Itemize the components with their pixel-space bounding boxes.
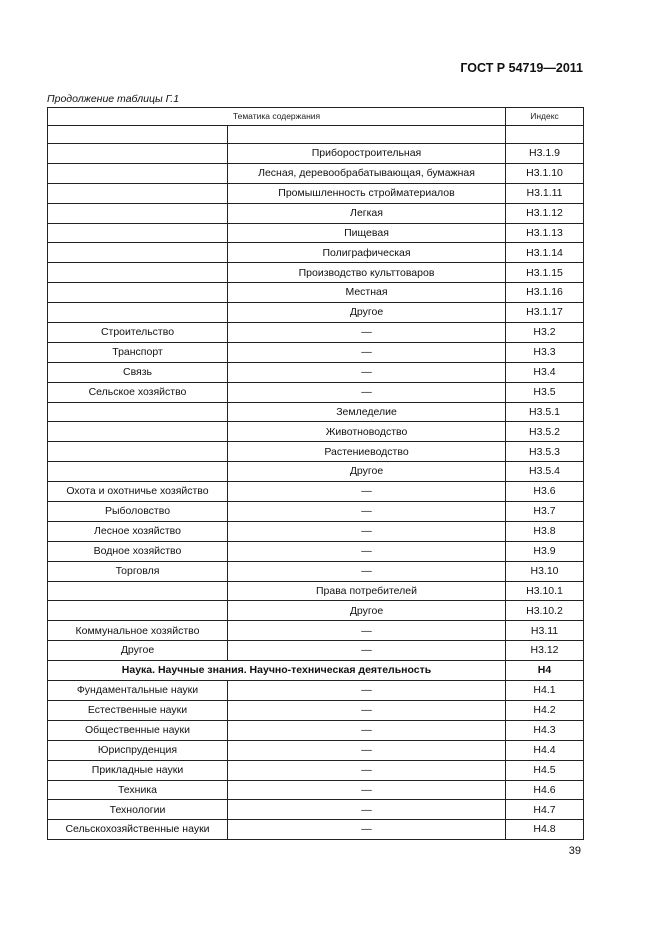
subcategory-cell: Местная: [228, 283, 506, 303]
category-cell: Транспорт: [48, 342, 228, 362]
category-cell: [48, 303, 228, 323]
table-row: [48, 521, 584, 541]
table-row: [48, 422, 584, 442]
index-cell: Н4.6: [506, 780, 584, 800]
document-code: ГОСТ Р 54719—2011: [460, 61, 583, 75]
category-cell: [48, 601, 228, 621]
category-cell: Юриспруденция: [48, 740, 228, 760]
table-row: [48, 621, 584, 641]
index-cell: Н4: [506, 661, 584, 681]
subcategory-cell: —: [228, 342, 506, 362]
header-index: Индекс: [506, 108, 584, 126]
category-cell: Прикладные науки: [48, 760, 228, 780]
subcategory-cell: Права потребителей: [228, 581, 506, 601]
table-row: [48, 382, 584, 402]
table-row: [48, 482, 584, 502]
subcategory-cell: Лесная, деревообрабатывающая, бумажная: [228, 163, 506, 183]
category-cell: Техника: [48, 780, 228, 800]
subcategory-cell: —: [228, 820, 506, 840]
index-cell: Н3.4: [506, 362, 584, 382]
index-cell: Н3.1.10: [506, 163, 584, 183]
index-cell: Н3.11: [506, 621, 584, 641]
category-cell: Общественные науки: [48, 720, 228, 740]
table-row: [48, 203, 584, 223]
table-row: [48, 402, 584, 422]
subcategory-cell: —: [228, 521, 506, 541]
index-cell: Н3.5.4: [506, 462, 584, 482]
category-cell: Сельское хозяйство: [48, 382, 228, 402]
subcategory-cell: —: [228, 382, 506, 402]
table-row: [48, 800, 584, 820]
index-cell: Н3.1.14: [506, 243, 584, 263]
index-cell: Н3.2: [506, 323, 584, 343]
index-cell: Н3.1.12: [506, 203, 584, 223]
category-cell: [48, 462, 228, 482]
category-cell: Лесное хозяйство: [48, 521, 228, 541]
subcategory-cell: —: [228, 740, 506, 760]
index-cell: Н3.1.15: [506, 263, 584, 283]
subcategory-cell: Производство культтоваров: [228, 263, 506, 283]
index-cell: Н3.5.2: [506, 422, 584, 442]
index-cell: Н3.10: [506, 561, 584, 581]
category-cell: Связь: [48, 362, 228, 382]
index-cell: Н4.2: [506, 700, 584, 720]
table-row: [48, 263, 584, 283]
category-cell: Рыболовство: [48, 502, 228, 522]
category-cell: [48, 243, 228, 263]
index-cell: Н4.5: [506, 760, 584, 780]
subcategory-cell: —: [228, 720, 506, 740]
index-cell: Н3.1.16: [506, 283, 584, 303]
category-cell: Другое: [48, 641, 228, 661]
table-row: [48, 780, 584, 800]
page-number: 39: [568, 845, 581, 857]
table-row: [48, 323, 584, 343]
subcategory-cell: —: [228, 362, 506, 382]
table-row: [48, 700, 584, 720]
table-row: [48, 502, 584, 522]
subcategory-cell: Растениеводство: [228, 442, 506, 462]
category-cell: Сельскохозяйственные науки: [48, 820, 228, 840]
category-cell: [48, 223, 228, 243]
category-cell: [48, 283, 228, 303]
index-cell: Н3.5.3: [506, 442, 584, 462]
subcategory-cell: —: [228, 641, 506, 661]
subcategory-cell: Другое: [228, 462, 506, 482]
category-cell: [48, 163, 228, 183]
index-cell: Н3.3: [506, 342, 584, 362]
subcategory-cell: Пищевая: [228, 223, 506, 243]
index-cell: Н4.3: [506, 720, 584, 740]
table-row: [48, 462, 584, 482]
index-cell: Н3.12: [506, 641, 584, 661]
table-caption: Продолжение таблицы Г.1: [47, 93, 180, 105]
subcategory-cell: —: [228, 482, 506, 502]
index-cell: Н3.8: [506, 521, 584, 541]
index-cell: Н4.1: [506, 681, 584, 701]
table-row: [48, 661, 584, 681]
category-cell: [48, 402, 228, 422]
subcategory-cell: —: [228, 621, 506, 641]
classification-table: [47, 107, 584, 840]
index-cell: Н3.6: [506, 482, 584, 502]
table-row: [48, 342, 584, 362]
category-cell: Технологии: [48, 800, 228, 820]
category-cell: Коммунальное хозяйство: [48, 621, 228, 641]
index-cell: Н3.9: [506, 541, 584, 561]
table-row: [48, 442, 584, 462]
category-cell: [48, 442, 228, 462]
category-cell: Строительство: [48, 323, 228, 343]
index-cell: Н3.10.2: [506, 601, 584, 621]
subcategory-cell: Другое: [228, 303, 506, 323]
subcategory-cell: Полиграфическая: [228, 243, 506, 263]
header-topic: Тематика содержания: [48, 108, 506, 126]
table-row: [48, 541, 584, 561]
table-row: [48, 362, 584, 382]
subcategory-cell: —: [228, 780, 506, 800]
subcategory-cell: —: [228, 502, 506, 522]
category-cell: [48, 144, 228, 164]
category-cell: Фундаментальные науки: [48, 681, 228, 701]
subcategory-cell: —: [228, 323, 506, 343]
table-row: [48, 581, 584, 601]
category-cell: [48, 581, 228, 601]
category-cell: Водное хозяйство: [48, 541, 228, 561]
index-cell: Н3.10.1: [506, 581, 584, 601]
subcategory-cell: Другое: [228, 601, 506, 621]
table-row: [48, 641, 584, 661]
category-cell: [48, 263, 228, 283]
table-row: [48, 163, 584, 183]
category-cell: Естественные науки: [48, 700, 228, 720]
table-row: [48, 681, 584, 701]
subcategory-cell: Приборостроительная: [228, 144, 506, 164]
subcategory-cell: Промышленность стройматериалов: [228, 183, 506, 203]
table-row: [48, 183, 584, 203]
index-cell: Н3.1.13: [506, 223, 584, 243]
table-row: [48, 223, 584, 243]
section-heading-cell: Наука. Научные знания. Научно-техническая деятельность: [48, 661, 506, 681]
table-row: [48, 760, 584, 780]
table-row: [48, 561, 584, 581]
index-cell: Н4.7: [506, 800, 584, 820]
index-cell: Н4.8: [506, 820, 584, 840]
index-cell: Н3.1.9: [506, 144, 584, 164]
table-header-row: [48, 108, 584, 126]
subcategory-cell: Животноводство: [228, 422, 506, 442]
table-row: [48, 740, 584, 760]
index-cell: Н3.1.17: [506, 303, 584, 323]
table-row: [48, 601, 584, 621]
table-row: [48, 243, 584, 263]
subcategory-cell: Легкая: [228, 203, 506, 223]
category-cell: [48, 203, 228, 223]
category-cell: Торговля: [48, 561, 228, 581]
category-cell: Охота и охотничье хозяйство: [48, 482, 228, 502]
table-row: [48, 303, 584, 323]
category-cell: [48, 422, 228, 442]
subcategory-cell: —: [228, 541, 506, 561]
table-row: [48, 283, 584, 303]
table-row: [48, 820, 584, 840]
table-row: [48, 144, 584, 164]
index-cell: Н3.1.11: [506, 183, 584, 203]
subcategory-cell: —: [228, 561, 506, 581]
subcategory-cell: —: [228, 800, 506, 820]
index-cell: Н3.5: [506, 382, 584, 402]
subcategory-cell: —: [228, 760, 506, 780]
table-row: [48, 720, 584, 740]
subcategory-cell: Земледелие: [228, 402, 506, 422]
subcategory-cell: —: [228, 681, 506, 701]
category-cell: [48, 183, 228, 203]
table-body: [48, 144, 584, 840]
index-cell: Н4.4: [506, 740, 584, 760]
subcategory-cell: —: [228, 700, 506, 720]
index-cell: Н3.7: [506, 502, 584, 522]
index-cell: Н3.5.1: [506, 402, 584, 422]
header-spacer-row: [48, 126, 584, 144]
